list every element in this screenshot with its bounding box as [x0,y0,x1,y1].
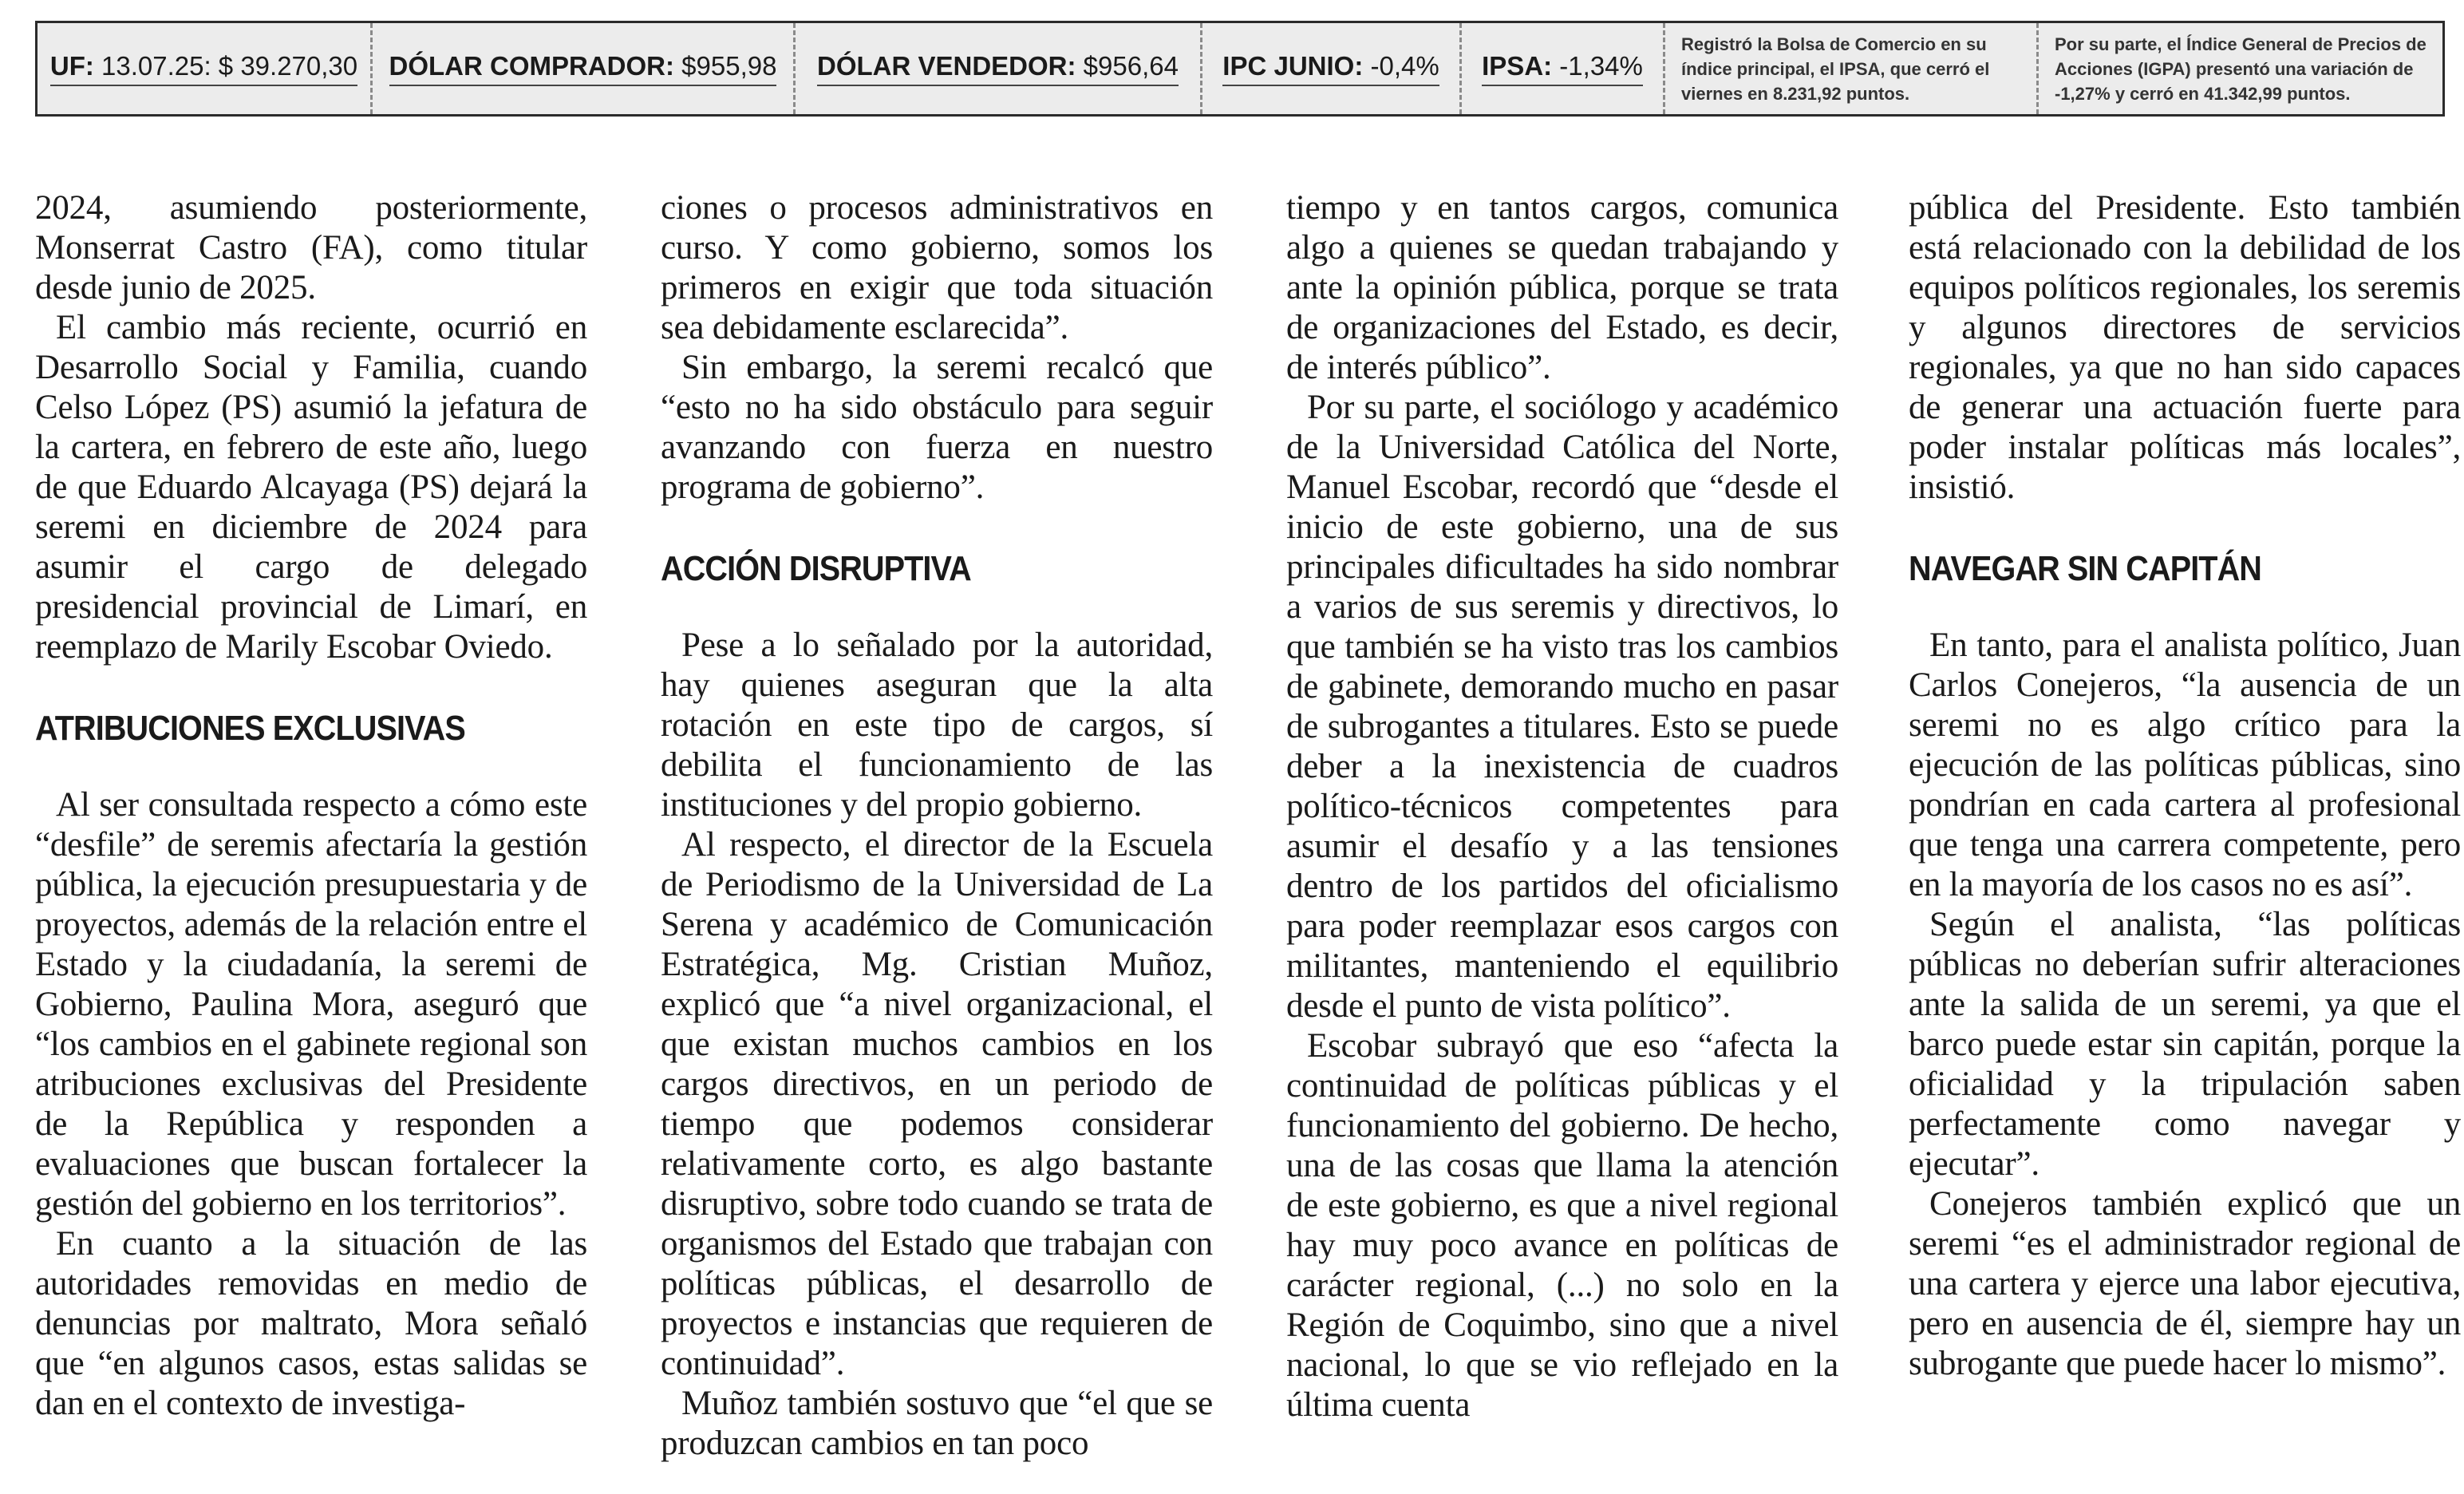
section-heading: ATRIBUCIONES EXCLUSIVAS [35,709,465,748]
uf-value: 13.07.25: $ 39.270,30 [93,51,358,81]
ipsa-note-line: índice principal, el IPSA, que cerró el [1681,58,1990,79]
paragraph: El cambio más reciente, ocurrió en Desarrollo Social y Familia, cuando Celso López (PS) asumió la jefatura de la cartera, en febrero de este año, luego de que Eduardo Alcayaga (PS) dejará la seremi en diciembre de 2024 para asumir el cargo de delegado presidencial provincial de Limarí, en reemplazo de Marily Escobar Oviedo. [35,309,587,666]
paragraph: Sin embargo, la seremi recalcó que “esto no ha sido obstáculo para seguir avanzando con fuerza en nuestro programa de gobierno”. [661,349,1213,506]
dolar-comprador-label: DÓLAR COMPRADOR: [389,51,674,81]
paragraph: tiempo y en tantos cargos, comunica algo a quienes se quedan trabajando y ante la opinión pública, porque se trata de organizaciones del Estado, es decir, de interés público”. [1286,189,1838,386]
ipc-value: -0,4% [1363,51,1439,81]
igpa-note-line: Acciones (IGPA) presentó una variación de [2055,58,2414,79]
igpa-note [2039,23,2442,114]
article-column-2 [661,188,1213,1489]
ipsa-note-line: Registró la Bolsa de Comercio en su [1681,34,1987,54]
paragraph: Pese a lo señalado por la autoridad, hay quienes aseguran que la alta rotación en este tipo de cargos, sí debilita el funcionamiento de las instituciones y del propio gobierno. [661,626,1213,824]
paragraph: Conejeros también explicó que un seremi “es el administrador regional de una cartera y ejerce una labor ejecutiva, pero en ausencia de él, siempre hay un subrogante que puede hacer lo mismo”. [1909,1185,2461,1382]
ipc-cell [1202,23,1462,114]
article-column-3 [1286,188,1838,1489]
dolar-comprador-cell [373,23,796,114]
paragraph: Escobar subrayó que eso “afecta la continuidad de políticas públicas y el funcionamiento del gobierno. De hecho, una de las cosas que llama la atención de este gobierno, es que a nivel regional hay muy poco avance en políticas de carácter regional, (...) no solo en la Región de Coquimbo, sino que a nivel nacional, lo que se vio reflejado en la última cuenta [1286,1027,1838,1424]
section-heading: NAVEGAR SIN CAPITÁN [1909,549,2261,588]
ipsa-label: IPSA: [1482,51,1553,81]
dolar-comprador-indicator [389,51,777,86]
uf-indicator [50,51,357,86]
article-body [35,188,2461,1489]
section-heading: ACCIÓN DISRUPTIVA [661,549,971,588]
dolar-vendedor-indicator [817,51,1179,86]
paragraph: Muñoz también sostuvo que “el que se produzcan cambios en tan poco [661,1385,1213,1462]
paragraph: En tanto, para el analista político, Juan Carlos Conejeros, “la ausencia de un seremi no es algo crítico para la ejecución de las políticas públicas, sino pondrían en cada cartera al profesional que tenga una carrera competente, pero en la mayoría de los casos no es así”. [1909,626,2461,903]
dolar-comprador-value: $955,98 [674,51,777,81]
ipsa-note [1665,23,2039,114]
dolar-vendedor-value: $956,64 [1076,51,1179,81]
paragraph: ciones o procesos administrativos en curso. Y como gobierno, somos los primeros en exigir que toda situación sea debidamente esclarecida”. [661,189,1213,346]
ipc-indicator [1222,51,1439,86]
igpa-note-line: -1,27% y cerró en 41.342,99 puntos. [2055,83,2351,104]
paragraph: Al respecto, el director de la Escuela de Periodismo de la Universidad de La Serena y académico de Comunicación Estratégica, Mg. Cristian Muñoz, explicó que “a nivel organizacional, el que existan muchos cambios en los cargos directivos, en un periodo de tiempo que podemos considerar relativamente corto, es algo bastante disruptivo, sobre todo cuando se trata de organismos del Estado que trabajan con políticas públicas, el desarrollo de proyectos e instancias que requieren de continuidad”. [661,826,1213,1382]
paragraph: En cuanto a la situación de las autoridades removidas en medio de denuncias por maltrato, Mora señaló que “en algunos casos, estas salidas se dan en el contexto de investiga- [35,1225,587,1422]
igpa-note-line: Por su parte, el Índice General de Precios de [2055,34,2426,54]
paragraph: Al ser consultada respecto a cómo este “desfile” de seremis afectaría la gestión pública, la ejecución presupuestaria y de proyectos, además de la relación entre el Estado y la ciudadanía, la seremi de Gobierno, Paulina Mora, aseguró que “los cambios en el gabinete regional son atribuciones exclusivas del Presidente de la República y responden a evaluaciones que buscan fortalecer la gestión del gobierno en los territorios”. [35,786,587,1223]
article-column-1 [35,188,587,1489]
paragraph: pública del Presidente. Esto también está relacionado con la debilidad de los equipos políticos regionales, los seremis y algunos directores de servicios regionales, ya que no han sido capaces de generar una actuación fuerte para poder instalar políticas más locales”, insistió. [1909,189,2461,506]
paragraph: Según el analista, “las políticas públicas no deberían sufrir alteraciones ante la salida de un seremi, ya que el barco puede estar sin capitán, porque la oficialidad y la tripulación saben perfectamente como navegar y ejecutar”. [1909,906,2461,1183]
dolar-vendedor-cell [796,23,1202,114]
ipc-label: IPC JUNIO: [1222,51,1364,81]
article-column-4 [1909,188,2461,1489]
paragraph: 2024, asumiendo posteriormente, Monserrat Castro (FA), como titular desde junio de 2025. [35,189,587,306]
uf-cell [38,23,373,114]
ipsa-cell [1462,23,1665,114]
ipsa-value: -1,34% [1552,51,1643,81]
paragraph: Por su parte, el sociólogo y académico de la Universidad Católica del Norte, Manuel Escobar, recordó que “desde el inicio de este gobierno, una de sus principales dificultades ha sido nombrar a varios de sus seremis y directivos, lo que también se ha visto tras los cambios de gabinete, demorando mucho en pasar de subrogantes a titulares. Esto se puede deber a la inexistencia de cuadros político-técnicos competentes para asumir el desafío y a las tensiones dentro de los partidos del oficialismo para poder reemplazar esos cargos con militantes, manteniendo el equilibrio desde el punto de vista político”. [1286,389,1838,1025]
market-ticker-bar [35,21,2445,117]
ipsa-note-line: viernes en 8.231,92 puntos. [1681,83,1910,104]
uf-label: UF: [49,51,94,81]
dolar-vendedor-label: DÓLAR VENDEDOR: [817,51,1076,81]
ipsa-indicator [1482,51,1643,86]
